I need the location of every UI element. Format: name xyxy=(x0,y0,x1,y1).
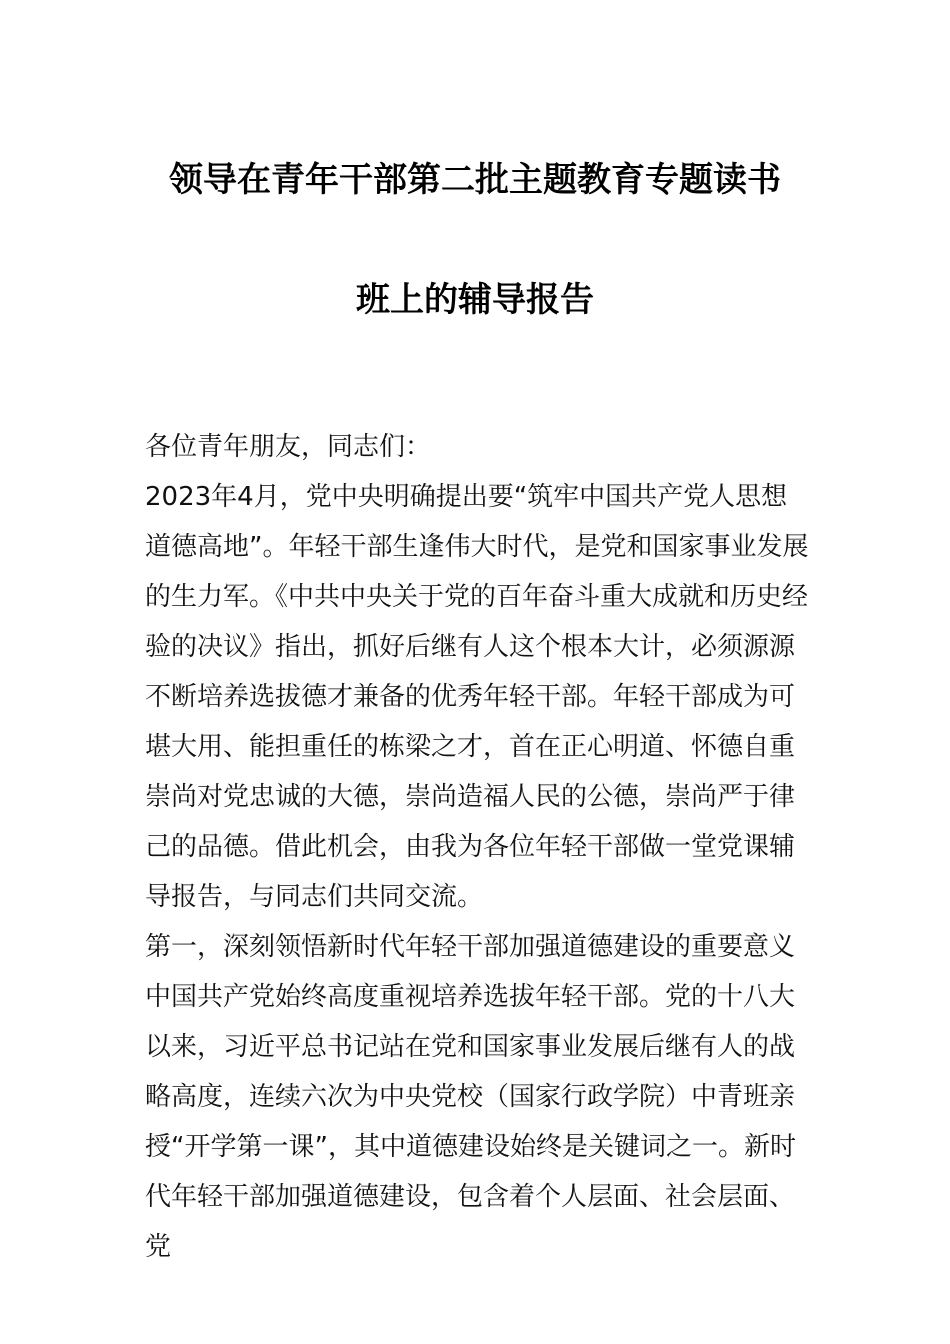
section-1-paragraph: 中国共产党始终高度重视培养选拔年轻干部。党的十八大以来，习近平总书记站在党和国家事业发展后继有人的战略高度，连续六次为中央党校（国家行政学院）中青班亲授“开学第一课”，其中道德建设始终是关键词之一。新时代年轻干部加强道德建设，包含着个人层面、社会层面、党 xyxy=(145,982,796,1262)
document-body xyxy=(145,422,810,1272)
document-title-line-2: 班上的辅导报告 xyxy=(356,280,594,320)
salutation-paragraph: 各位青年朋友，同志们： xyxy=(145,432,432,462)
document-title-line-1: 领导在青年干部第二批主题教育专题读书 xyxy=(169,160,781,200)
section-heading-1: 第一，深刻领悟新时代年轻干部加强道德建设的重要意义 xyxy=(145,932,796,962)
intro-paragraph: 2023年4月，党中央明确提出要“筑牢中国共产党人思想道德高地”。年轻干部生逢伟大时代，是党和国家事业发展的生力军。《中共中央关于党的百年奋斗重大成就和历史经验的决议》指出，抓好后继有人这个根本大计，必须源源不断培养选拔德才兼备的优秀年轻干部。年轻干部成为可堪大用、能担重任的栋梁之才，首在正心明道、怀德自重崇尚对党忠诚的大德，崇尚造福人民的公德，崇尚严于律己的品德。借此机会，由我为各位年轻干部做一堂党课辅导报告，与同志们共同交流。 xyxy=(145,482,809,912)
